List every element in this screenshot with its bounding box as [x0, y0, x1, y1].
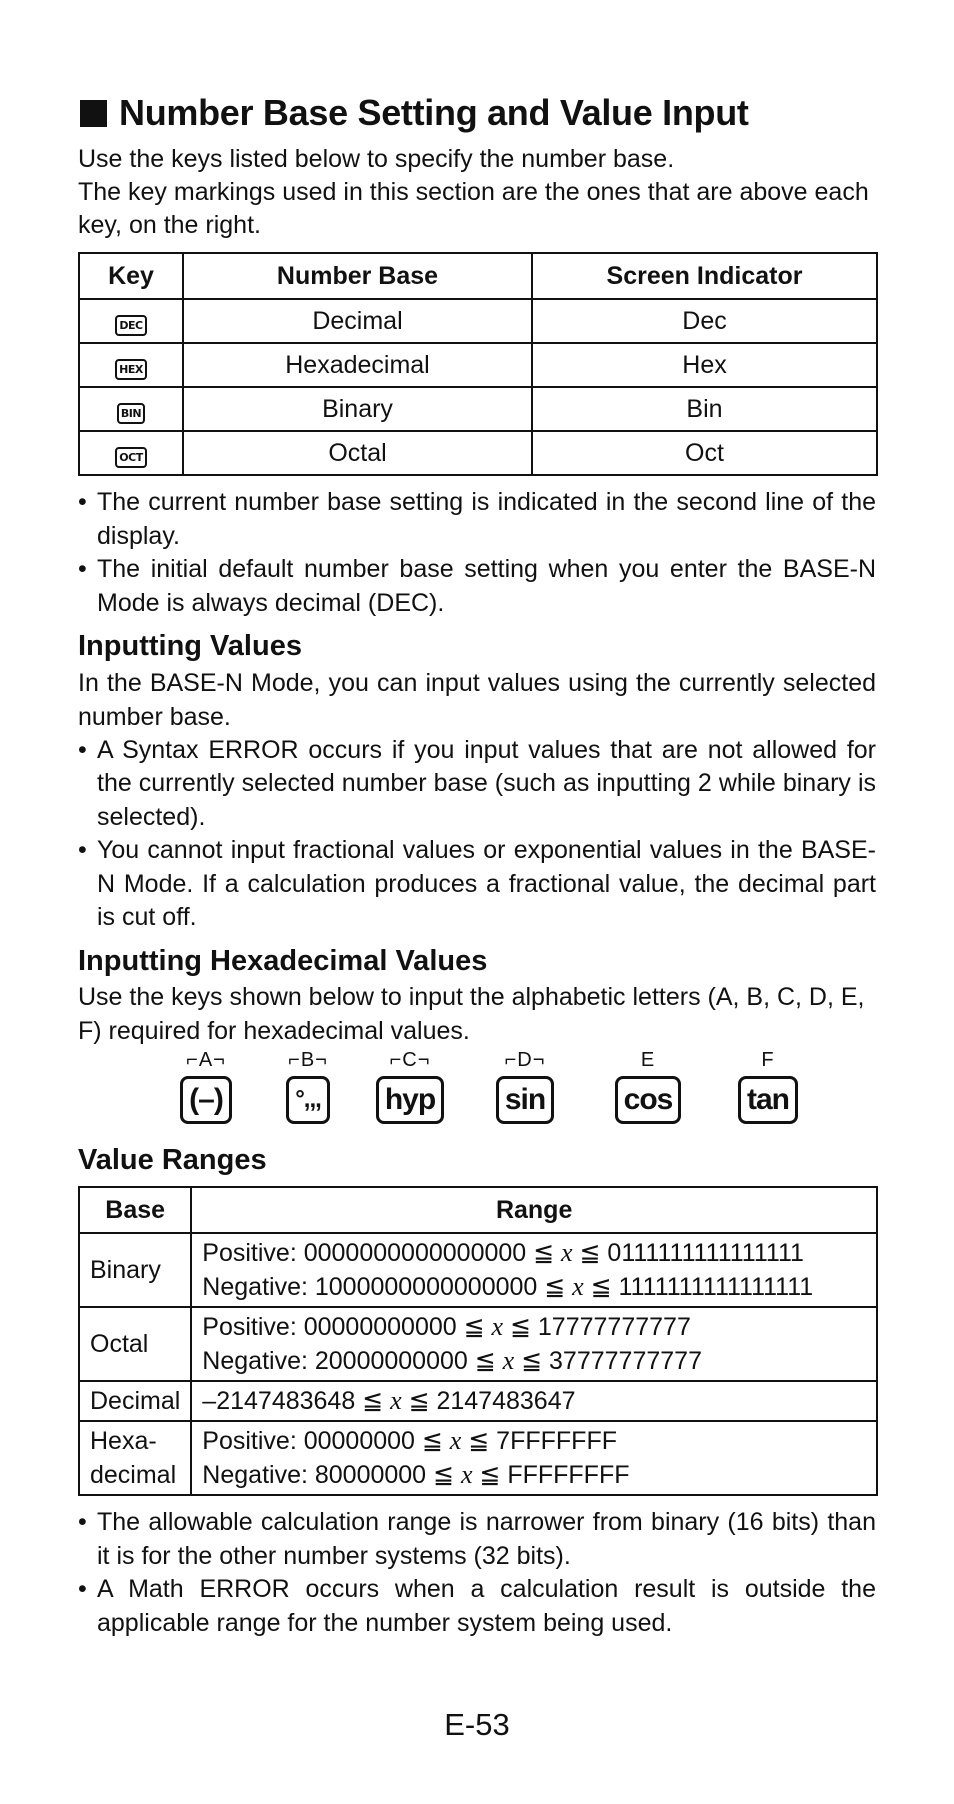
- table-row: [79, 1381, 877, 1421]
- hex-keys-row: [78, 1048, 876, 1136]
- inputting-text: In the BASE-N Mode, you can input values using the currently selected number base.: [78, 668, 876, 731]
- table-row: [79, 387, 877, 431]
- table-row: [79, 431, 877, 475]
- tan-key-icon: tan: [738, 1076, 798, 1124]
- col-header-screen-indicator: Screen Indicator: [532, 253, 877, 299]
- bin-key-icon: BIN: [117, 403, 145, 424]
- base-cell: Hexadecimal: [183, 343, 532, 387]
- heading-inputting-values: Inputting Values: [78, 630, 302, 662]
- notes-list-1: [78, 486, 876, 620]
- section-title: Number Base Setting and Value Input: [78, 92, 876, 134]
- list-item: • You cannot input fractional values or exponential values in the BASE-N Mode. If a calculation produces a fractional value, the decimal part is cut off.: [78, 834, 876, 935]
- table-row: [79, 1421, 877, 1495]
- range-cell: –2147483648 ≦ x ≦ 2147483647: [191, 1381, 877, 1421]
- col-header-key: Key: [79, 253, 183, 299]
- key-f: F tan: [723, 1048, 813, 1124]
- col-header-range: Range: [191, 1187, 877, 1233]
- list-item: • A Syntax ERROR occurs if you input values that are not allowed for the currently selected number base (such as inputting 2 while binary is selected).: [78, 734, 876, 835]
- base-cell: Hexa- decimal: [79, 1421, 191, 1495]
- indicator-cell: Dec: [532, 299, 877, 343]
- base-cell: Octal: [183, 431, 532, 475]
- base-cell: Binary: [183, 387, 532, 431]
- base-cell: Binary: [79, 1233, 191, 1307]
- dec-key-icon: DEC: [115, 315, 146, 336]
- table-row: [79, 343, 877, 387]
- base-cell: Decimal: [79, 1381, 191, 1421]
- base-cell: Octal: [79, 1307, 191, 1381]
- indicator-cell: Hex: [532, 343, 877, 387]
- key-a: ⌐A¬ (–): [166, 1048, 246, 1124]
- intro-line-2: The key markings used in this section are the ones that are above each key, on the right.: [78, 178, 869, 239]
- degree-key-icon: °,,,: [286, 1076, 330, 1124]
- range-cell: Positive: 0000000000000000 ≦ x ≦ 0111111111111111 Negative: 1000000000000000 ≦ x ≦ 1111111111111111: [191, 1233, 877, 1307]
- list-item: • The current number base setting is indicated in the second line of the display.: [78, 486, 876, 553]
- intro-line-1: Use the keys listed below to specify the number base.: [78, 145, 675, 173]
- sin-key-icon: sin: [496, 1076, 554, 1124]
- hyp-key-icon: hyp: [376, 1076, 444, 1124]
- hex-key-icon: HEX: [115, 359, 147, 380]
- value-ranges-table: [78, 1186, 878, 1496]
- range-cell: Positive: 00000000000 ≦ x ≦ 17777777777 Negative: 20000000000 ≦ x ≦ 37777777777: [191, 1307, 877, 1381]
- square-bullet-icon: [80, 100, 107, 127]
- list-item: • A Math ERROR occurs when a calculation result is outside the applicable range for the number system being used.: [78, 1573, 876, 1640]
- key-d: ⌐D¬ sin: [480, 1048, 570, 1124]
- table-row: [79, 1307, 877, 1381]
- range-cell: Positive: 00000000 ≦ x ≦ 7FFFFFFF Negative: 80000000 ≦ x ≦ FFFFFFFF: [191, 1421, 877, 1495]
- heading-value-ranges: Value Ranges: [78, 1144, 267, 1177]
- page-number: E-53: [444, 1707, 510, 1742]
- number-base-table: [78, 252, 878, 476]
- col-header-number-base: Number Base: [183, 253, 532, 299]
- col-header-base: Base: [79, 1187, 191, 1233]
- hex-text: Use the keys shown below to input the alphabetic letters (A, B, C, D, E, F) required for hexadecimal values.: [78, 983, 865, 1046]
- list-item: • The initial default number base setting when you enter the BASE-N Mode is always decimal (DEC).: [78, 553, 876, 620]
- page-content: [78, 92, 876, 1640]
- negative-key-icon: (–): [180, 1076, 232, 1124]
- table-row: [79, 1233, 877, 1307]
- key-b: ⌐B¬ °,,,: [268, 1048, 348, 1124]
- table-row: [79, 299, 877, 343]
- indicator-cell: Oct: [532, 431, 877, 475]
- key-c: ⌐C¬ hyp: [370, 1048, 450, 1124]
- key-e: E cos: [603, 1048, 693, 1124]
- indicator-cell: Bin: [532, 387, 877, 431]
- list-item: • The allowable calculation range is narrower from binary (16 bits) than it is for the other number systems (32 bits).: [78, 1506, 876, 1573]
- base-cell: Decimal: [183, 299, 532, 343]
- cos-key-icon: cos: [615, 1076, 682, 1124]
- inputting-bullets: [78, 734, 876, 935]
- heading-inputting-hex: Inputting Hexadecimal Values: [78, 944, 488, 977]
- notes-list-2: [78, 1506, 876, 1640]
- oct-key-icon: OCT: [115, 447, 146, 468]
